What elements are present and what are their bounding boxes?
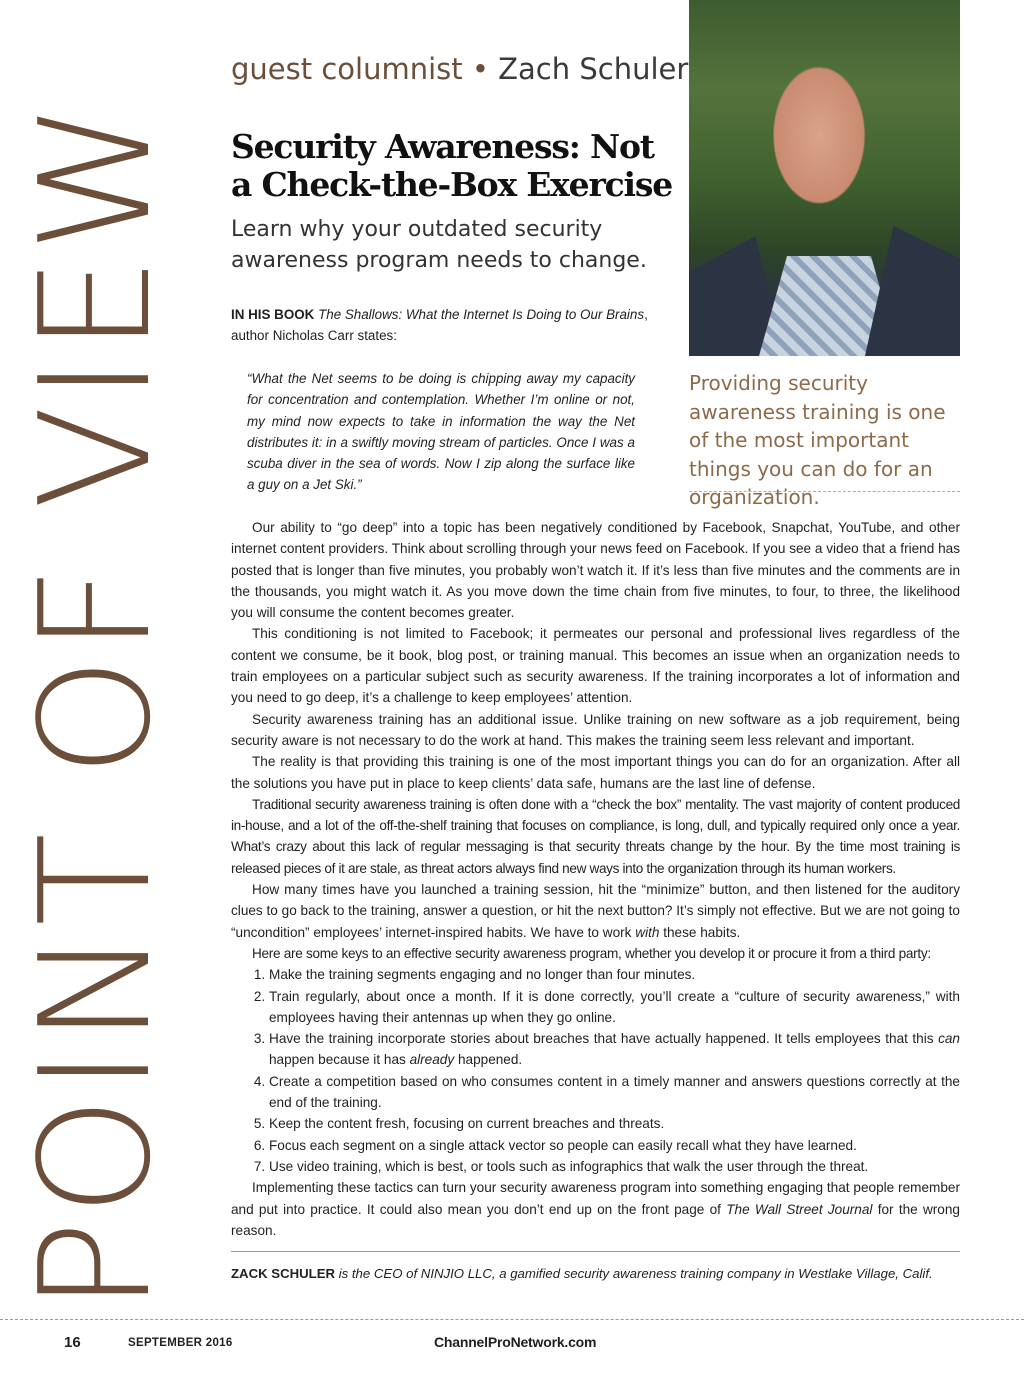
list-item: 5. Keep the content fresh, focusing on current breaches and threats.: [269, 1113, 960, 1134]
i3-c: happened.: [454, 1052, 523, 1068]
body-paragraph-5: Traditional security awareness training is often done with a “check the box” mentality. The vast majority of content produced in-house, and a lot of the off-the-shelf training that focuses on compliance, is long, dull, and typically required only once a year. What’s crazy about this lack of regular messaging is that security threats change by the hour. By the time most training is released pieces of it are stale, as threat actors always find new ways into the organization through its human workers.: [231, 796, 960, 876]
author-bio: [231, 1263, 960, 1284]
p6-a: How many times have you launched a training session, hit the “minimize” button, and then listened for the auditory clues to go back to the training, answer a question, or hit the next button? It’s simply not effective. But we are not going to “uncondition” employees’ internet-inspired habits. We have to work: [231, 882, 960, 940]
pull-quote: Providing security awareness training is one of the most important things you can do for an organization.: [689, 371, 946, 509]
list-item: 1. Make the training segments engaging and no longer than four minutes.: [269, 964, 960, 985]
intro-after: , author Nicholas Carr states:: [231, 307, 648, 343]
body-paragraph-2: This conditioning is not limited to Facebook; it permeates our personal and professional lives regardless of the content we consume, be it book, blog post, or training manual. This becomes an issue when an organization needs to train employees on a particular subject such as security awareness. If the training incorporates a lot of information and you need to go deep, it’s a challenge to keep employees’ attention.: [231, 626, 960, 706]
block-quote: “What the Net seems to be doing is chipping away my capacity for concentration and contemplation. Whether I’m online or not, my mind now expects to take in information the way the Net distributes it: in a swiftly moving stream of particles. Once I was a scuba diver in the sea of words. Now I zip along the surface like a guy on a Jet Ski.”: [247, 371, 635, 493]
keys-list: [231, 964, 960, 1177]
photo-jacket-right: [865, 226, 960, 356]
intro-paragraph: [231, 304, 671, 346]
article-body: [231, 517, 960, 1241]
kicker-label: guest columnist: [231, 52, 463, 86]
bio-text: is the CEO of NINJIO LLC, a gamified security awareness training company in Westlake Village, Calif.: [335, 1266, 933, 1281]
i3-b: happen because it has: [269, 1052, 410, 1068]
body-paragraph-1: Our ability to “go deep” into a topic has been negatively conditioned by Facebook, Snapchat, YouTube, and other internet content providers. Think about scrolling through your news feed on Facebook. If you see a video that a friend has posted that is longer than five minutes, you probably won’t watch it. If it’s less than five minutes and the comments are in the thousands, you might watch it. As you move down the time chain from five minutes, to four, to three, the likelihood you will consume the content becomes greater.: [231, 520, 960, 621]
list-item: 4. Create a competition based on who consumes content in a timely manner and answers questions correctly at the end of the training.: [269, 1071, 960, 1114]
article-subhead: Learn why your outdated security awareness program needs to change.: [231, 217, 647, 273]
i3-em1: can: [938, 1031, 960, 1047]
i3-em2: already: [409, 1052, 455, 1068]
body-paragraph-8: [231, 1177, 960, 1241]
kicker-author: Zach Schuler: [498, 52, 689, 86]
p8-a: Implementing these tactics can turn your security awareness program into something engaging that people remember and put into practice. It could also mean you don’t end up on the front page of: [231, 1180, 960, 1217]
author-photo: [689, 0, 960, 356]
bio-divider: [231, 1251, 960, 1252]
i3-a: Have the training incorporate stories about breaches that have actually happened. It tells employees that this: [269, 1031, 939, 1047]
list-item: 7. Use video training, which is best, or tools such as infographics that walk the user through the threat.: [269, 1156, 960, 1177]
body-paragraph-7: Here are some keys to an effective security awareness program, whether you develop it or procure it from a third party:: [252, 945, 931, 961]
list-item: 6. Focus each segment on a single attack vector so people can easily recall what they have learned.: [269, 1135, 960, 1156]
kicker-separator: •: [471, 52, 489, 86]
bio-name: ZACK SCHULER: [231, 1266, 336, 1281]
intro-book-title: The Shallows: What the Internet Is Doing to Our Brains: [318, 307, 645, 322]
body-paragraph-3: Security awareness training has an additional issue. Unlike training on new software as a job requirement, being security aware is not necessary to do the work at hand. This makes the training seem less relevant and important.: [231, 711, 960, 748]
article-headline: Security Awareness: Not a Check-the-Box Exercise: [231, 127, 673, 204]
list-item: [269, 1028, 960, 1071]
p6-b: these habits.: [659, 924, 741, 940]
pull-quote-rule: [689, 491, 960, 492]
footer-divider: [0, 1319, 1024, 1320]
p8-em: The Wall Street Journal: [726, 1201, 873, 1217]
body-paragraph-6: [231, 879, 960, 943]
p8-b: for the wrong reason.: [231, 1201, 960, 1238]
kicker: [231, 52, 688, 86]
section-title-vertical: POINT OF VIEW: [7, 98, 184, 1312]
p6-em: with: [635, 924, 660, 940]
list-item: 2. Train regularly, about once a month. If it is done correctly, you’ll create a “culture of security awareness,” with employees having their antennas up when they go online.: [269, 986, 960, 1029]
intro-lead: IN HIS BOOK: [231, 307, 315, 322]
page-number: 16: [64, 1334, 81, 1351]
issue-date: SEPTEMBER 2016: [128, 1337, 233, 1349]
body-paragraph-4: The reality is that providing this training is one of the most important things you can do for an organization. After all the solutions you have put in place to keep clients’ data safe, humans are the last line of defense.: [231, 754, 960, 791]
site-url: ChannelProNetwork.com: [434, 1334, 597, 1350]
